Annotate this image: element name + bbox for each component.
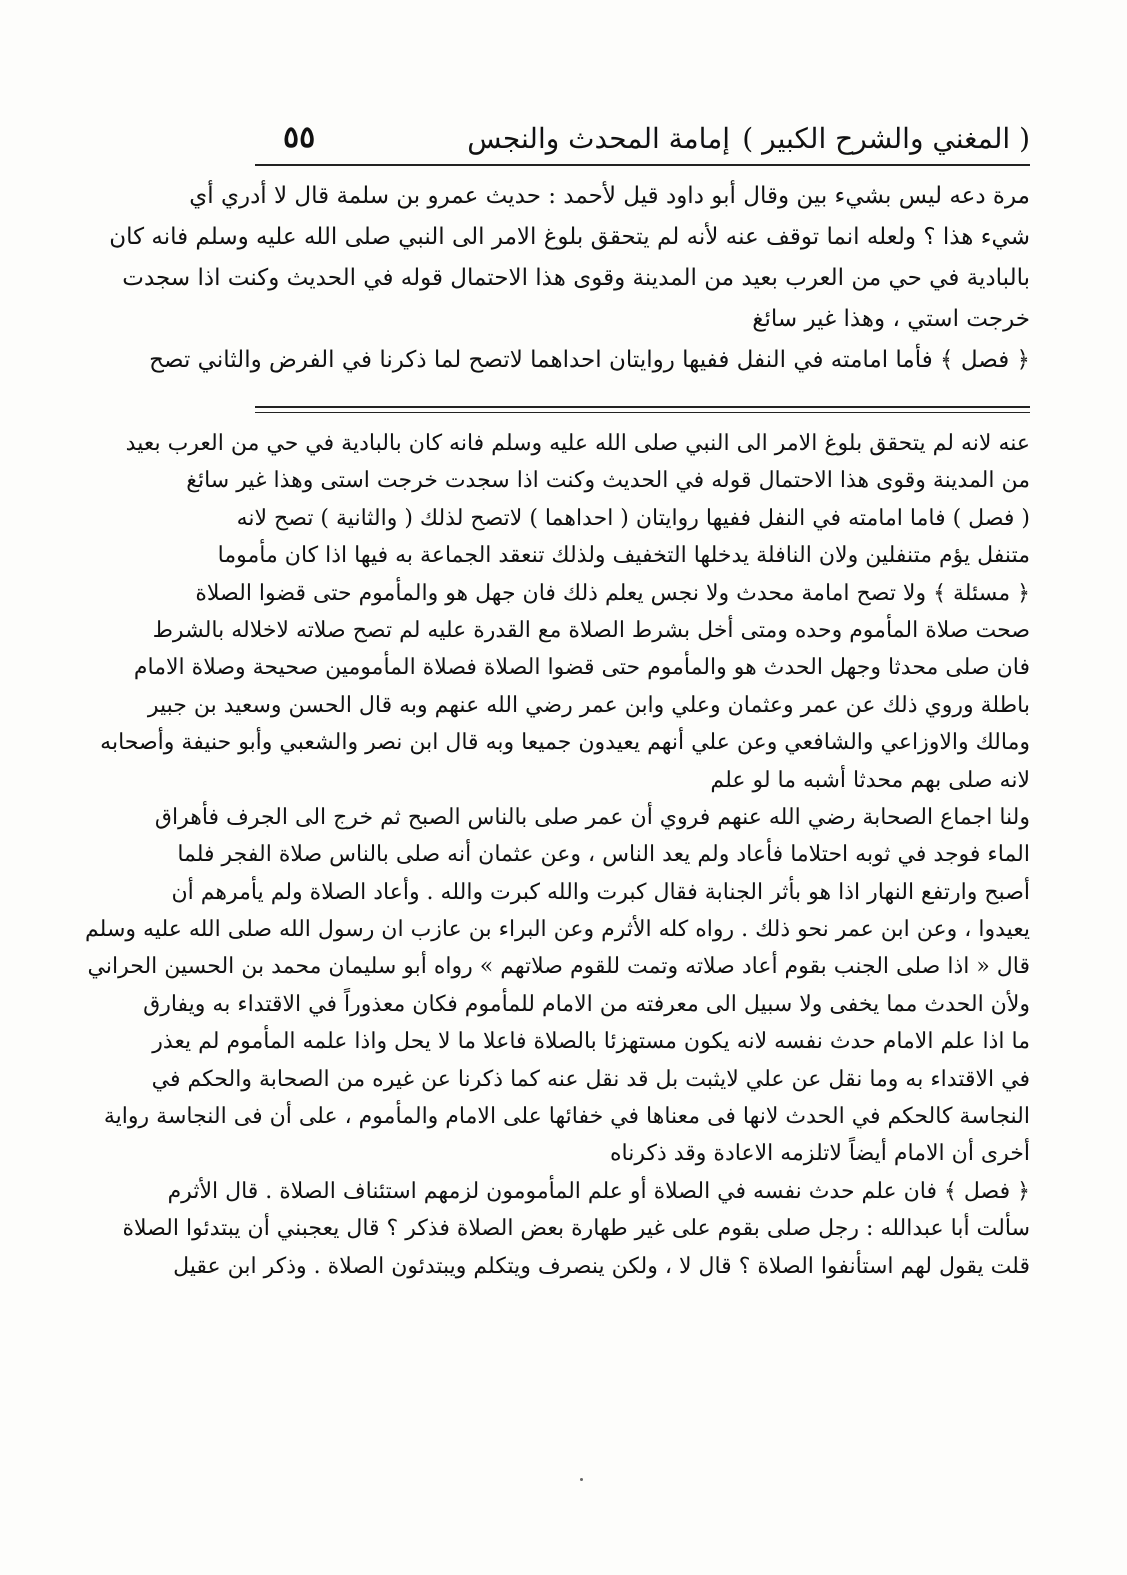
text-line: ﴿ فصل ﴾ فان علم حدث نفسه في الصلاة أو علم المأمومون لزمهم استئناف الصلاة . قال الأثرم [167,1178,1030,1204]
text-line: قلت يقول لهم استأنفوا الصلاة ؟ قال لا ، ولكن ينصرف ويتكلم ويبتدئون الصلاة . وذكر ابن عقيل [173,1253,1030,1279]
text-line: أصبح وارتفع النهار اذا هو بأثر الجنابة فقال كبرت والله كبرت والله . وأعاد الصلاة ولم يأمرهم أن [171,879,1030,905]
text-line: سألت أبا عبدالله : رجل صلى بقوم على غير طهارة بعض الصلاة فذكر ؟ قال يعجبني أن يبتدئوا الصلاة [122,1216,1030,1242]
section-topic: إمامة المحدث والنجس [467,122,730,155]
section-divider-thin [255,412,1030,413]
text-line: خرجت استي ، وهذا غير سائغ [752,306,1030,332]
text-line: لانه صلى بهم محدثا أشبه ما لو علم [710,767,1030,793]
section-divider [255,406,1030,408]
text-line: أخرى أن الامام أيضاً لاتلزمه الاعادة وقد ذكرناه [609,1141,1030,1167]
text-line: فان صلى محدثا وجهل الحدث هو والمأموم حتى قضوا الصلاة فصلاة المأمومين صحيحة وصلاة الامام [133,655,1030,681]
text-line: متنفل يؤم متنفلين ولان النافلة يدخلها التخفيف ولذلك تنعقد الجماعة به فيها اذا كان مأموما [217,543,1030,569]
text-line: يعيدوا ، وعن ابن عمر نحو ذلك . رواه كله الأثرم وعن البراء بن عازب ان رسول الله صلى الله عليه وسلم [85,917,1030,943]
text-line: النجاسة كالحكم في الحدث لانها فى معناها في خفائها على الامام والمأموم ، على أن فى النجاسة رواية [103,1104,1030,1130]
text-line: ﴿ مسئلة ﴾ ولا تصح امامة محدث ولا نجس يعلم ذلك فان جهل هو والمأموم حتى قضوا الصلاة [195,580,1030,606]
text-line: ومالك والاوزاعي والشافعي وعن علي أنهم يعيدون جميعا وبه قال ابن نصر والشعبي وأبو حنيفة وأصحابه [100,730,1030,756]
text-line: باطلة وروي ذلك عن عمر وعثمان وعلي وابن عمر رضي الله عنهم وبه قال الحسن وسعيد بن جبير [147,692,1030,718]
text-line: مرة دعه ليس بشيء بين وقال أبو داود قيل لأحمد : حديث عمرو بن سلمة قال لا أدري أي [189,183,1030,209]
text-line: شيء هذا ؟ ولعله انما توقف عنه لأنه لم يتحقق بلوغ الامر الى النبي صلى الله عليه وسلم فانه كان [109,224,1030,250]
text-line: ( فصل ) فاما امامته في النفل ففيها روايتان ( احداهما ) لاتصح لذلك ( والثانية ) تصح لانه [236,505,1030,531]
lower-text-block [85,425,1030,1285]
book-title: ( المغني والشرح الكبير ) [742,122,1030,155]
text-line: بالبادية في حي من العرب بعيد من المدينة وقوى هذا الاحتمال قوله في الحديث وكنت اذا سجدت [122,265,1030,291]
header-rule [255,164,1030,166]
text-line: الماء فوجد في ثوبه احتلاما فأعاد ولم يعد الناس ، وعن عثمان أنه صلى بالناس صلاة الفجر فلما [177,842,1030,868]
text-line: عنه لانه لم يتحقق بلوغ الامر الى النبي صلى الله عليه وسلم فانه كان بالبادية في حي من العرب بعيد [125,431,1030,456]
text-line: ولنا اجماع الصحابة رضي الله عنهم فروي أن عمر صلى بالناس الصبح ثم خرج الى الجرف فأهراق [154,804,1030,830]
text-line: قال « اذا صلى الجنب بقوم أعاد صلاته وتمت للقوم صلاتهم » رواه أبو سليمان محمد بن الحسين الحراني [87,954,1030,980]
text-line: من المدينة وقوى هذا الاحتمال قوله في الحديث وكنت اذا سجدت خرجت استى وهذا غير سائغ [186,468,1030,494]
text-line: ولأن الحدث مما يخفى ولا سبيل الى معرفته من الامام للمأموم فكان معذوراً في الاقتداء به ويفارق [143,991,1030,1017]
page-number: ٥٥ [283,120,316,155]
text-line: ﴿ فصل ﴾ فأما امامته في النفل ففيها روايتان احداهما لاتصح لما ذكرنا في الفرض والثاني تصح [149,347,1030,373]
text-line: في الاقتداء به وما نقل عن علي لايثبت بل قد نقل عنه كما ذكرنا عن غيره من الصحابة والحكم في [151,1066,1030,1092]
running-header [255,116,1030,162]
upper-text-block [109,176,1030,381]
text-line: ما اذا علم الامام حدث نفسه لانه يكون مستهزئا بالصلاة فاعلا ما لا يحل واذا علمه المأموم لم يعذر [152,1029,1030,1055]
text-line: صحت صلاة المأموم وحده ومتى أخل بشرط الصلاة مع القدرة عليه لم تصح صلاته لاخلاله بالشرط [152,617,1030,643]
print-speck [580,1478,583,1481]
